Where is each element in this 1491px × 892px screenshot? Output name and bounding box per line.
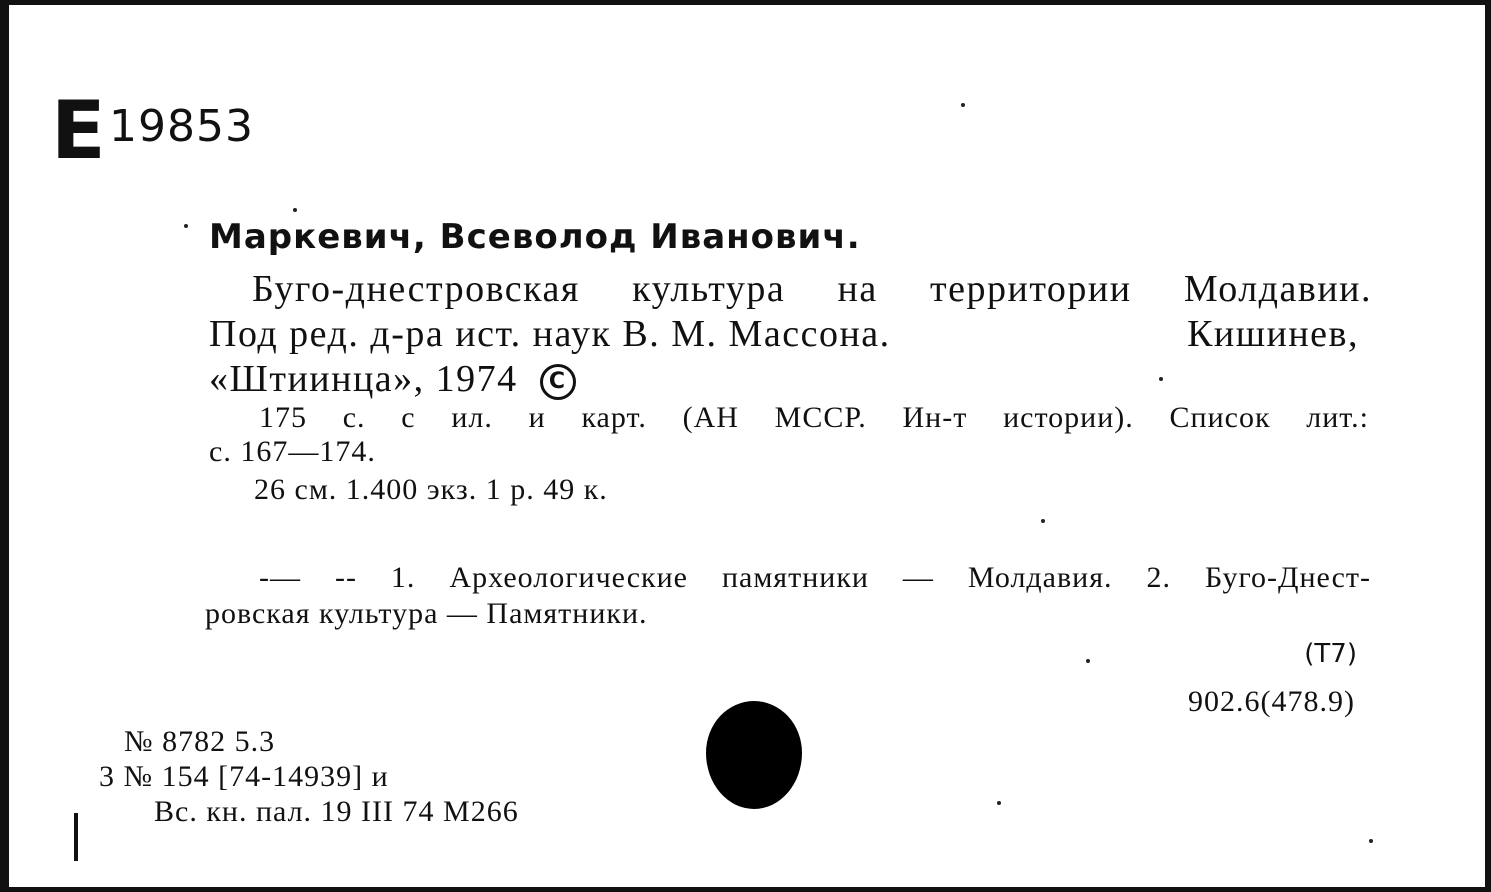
handwritten-class-code: (Т7) <box>1304 639 1357 669</box>
footer-line-1: № 8782 5.3 <box>124 725 276 758</box>
speck <box>1369 839 1373 843</box>
footer-line-3: Вс. кн. пал. 19 III 74 М266 <box>154 795 519 828</box>
publisher-year-text: «Штиинца», 1974 <box>209 358 518 400</box>
speck <box>1041 519 1045 523</box>
copyright-icon: С <box>540 364 576 400</box>
punch-hole <box>706 701 802 809</box>
speck <box>961 103 965 107</box>
collation-line-2: с. 167—174. <box>209 435 376 468</box>
speck <box>1159 377 1163 381</box>
title-line-1: Буго-днестровская культура на территории Молдавии. <box>252 268 1372 310</box>
subject-headings-line-2: ровская культура — Памятники. <box>205 597 648 630</box>
publisher-year <box>209 357 576 401</box>
speck <box>293 208 297 212</box>
publication-place: Кишинев, <box>1187 313 1359 355</box>
call-number-letter: E <box>51 84 106 177</box>
title-line-2: Под ред. д-ра ист. наук В. М. Массона. <box>209 313 891 355</box>
speck <box>1086 659 1090 663</box>
footer-line-2: 3 № 154 [74-14939] и <box>99 760 389 793</box>
collation-line-3: 26 см. 1.400 экз. 1 р. 49 к. <box>254 473 608 506</box>
edge-mark <box>74 813 78 861</box>
call-number-handwritten: 19853 <box>109 101 254 152</box>
speck <box>184 224 188 228</box>
subject-headings-line-1: -— -- 1. Археологические памятники — Молдавия. 2. Буго-Днест- <box>259 561 1371 594</box>
author-heading: Маркевич, Всеволод Иванович. <box>209 217 861 257</box>
udc-number: 902.6(478.9) <box>1188 685 1355 718</box>
collation-line-1: 175 с. с ил. и карт. (АН МССР. Ин-т истории). Список лит.: <box>259 401 1369 434</box>
speck <box>997 801 1001 805</box>
